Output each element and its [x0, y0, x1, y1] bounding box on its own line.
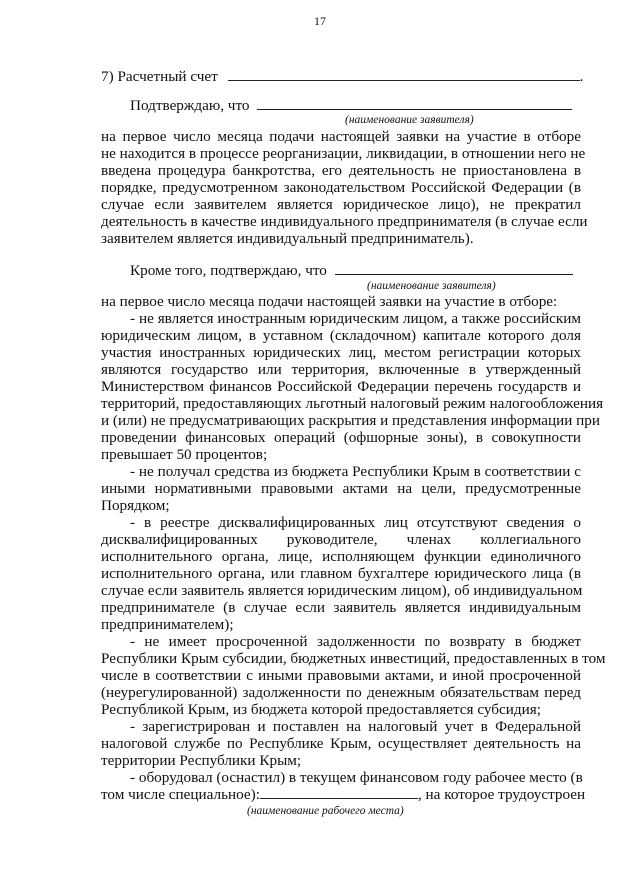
- confirm2-line: - оборудовал (оснастил) в текущем финансовом году рабочее место (в: [130, 769, 583, 786]
- applicant-name-blank-2[interactable]: [335, 262, 573, 275]
- confirm2-line: случае если заявитель является юридическим лицом), об индивидуальном: [101, 582, 583, 599]
- confirm2-line: дисквалифицированных руководителе, членах коллегиального: [101, 531, 581, 548]
- confirm1-line: случае если заявителем является юридическое лицо), не прекратил: [101, 196, 581, 213]
- confirm1-lead-line: [130, 97, 580, 114]
- confirm1-lead: Подтверждаю, что: [130, 97, 250, 114]
- applicant-name-caption-1: (наименование заявителя): [345, 114, 474, 126]
- confirm2-line: Республики Крым субсидии, бюджетных инвестиций, предоставленных в том: [101, 650, 606, 667]
- confirm2-lead: Кроме того, подтверждаю, что: [130, 262, 327, 279]
- confirm2-lead-line: [130, 262, 580, 279]
- confirm2-line: числе в соответствии с иными правовыми актами, и иной просроченной: [101, 667, 581, 684]
- page-number: 17: [314, 14, 326, 28]
- confirm1-line: введена процедура банкротства, его деятельность не приостановлена в: [101, 162, 581, 179]
- workplace-after: , на которое трудоустроен: [417, 786, 586, 803]
- account-end: .: [579, 68, 584, 85]
- workplace-line: [101, 786, 586, 803]
- confirm2-line: - не имеет просроченной задолженности по возврату в бюджет: [130, 633, 581, 650]
- confirm2-line: территорий, предоставляющих льготный налоговый режим налогообложения: [101, 395, 604, 412]
- confirm2-line: предпринимателе (в случае если заявитель является индивидуальным: [101, 599, 581, 616]
- confirm1-line: на первое число месяца подачи настоящей заявки на участие в отборе: [101, 128, 581, 145]
- confirm2-line: - не получал средства из бюджета Республики Крым в соответствии с: [130, 463, 581, 480]
- workplace-blank[interactable]: [260, 786, 418, 799]
- confirm2-line: исполнительного органа, лице, исполняющем функции единоличного: [101, 548, 581, 565]
- confirm2-line: иными нормативными правовыми актами на цели, предусмотренные: [101, 480, 581, 497]
- account-label: 7) Расчетный счет: [101, 68, 218, 85]
- confirm2-line: - не является иностранным юридическим лицом, а также российским: [130, 310, 581, 327]
- confirm1-line: деятельность в качестве индивидуального предпринимателя (в случае если: [101, 213, 588, 230]
- workplace-caption: (наименование рабочего места): [247, 805, 404, 817]
- applicant-name-caption-2: (наименование заявителя): [367, 280, 496, 292]
- confirm2-line: и (или) не предусматривающих раскрытия и представления информации при: [101, 412, 601, 429]
- confirm2-line: участия иностранных юридических лиц, местом регистрации которых: [101, 344, 581, 361]
- applicant-name-blank-1[interactable]: [257, 97, 572, 110]
- confirm2-line: на первое число месяца подачи настоящей заявки на участие в отборе:: [101, 293, 558, 310]
- confirm2-line: налоговой службе по Республике Крым, осуществляет деятельность на: [101, 735, 581, 752]
- confirm2-line: (неурегулированной) задолженности по денежным обязательствам перед: [101, 684, 581, 701]
- confirm2-line: Порядком;: [101, 497, 170, 514]
- confirm2-line: Министерством финансов Российской Федерации перечень государств и: [101, 378, 581, 395]
- confirm2-line: являются государство или территория, включенные в утвержденный: [101, 361, 581, 378]
- confirm2-line: превышает 50 процентов;: [101, 446, 268, 463]
- confirm1-line: порядке, предусмотренном законодательством Российской Федерации (в: [101, 179, 581, 196]
- confirm2-line: предпринимателем);: [101, 616, 234, 633]
- workplace-before: том числе специальное):: [101, 786, 260, 803]
- confirm2-line: - зарегистрирован и поставлен на налоговый учет в Федеральной: [130, 718, 581, 735]
- confirm2-line: - в реестре дисквалифицированных лиц отсутствуют сведения о: [130, 514, 581, 531]
- confirm2-line: территории Республики Крым;: [101, 752, 302, 769]
- confirm1-line: заявителем является индивидуальный предприниматель).: [101, 230, 474, 247]
- account-blank[interactable]: [228, 68, 580, 81]
- confirm2-line: Республикой Крым, из бюджета которой предоставляется субсидия;: [101, 701, 541, 718]
- confirm2-line: исполнительного органа, или главном бухгалтере юридического лица (в: [101, 565, 581, 582]
- confirm1-line: не находится в процессе реорганизации, ликвидации, в отношении него не: [101, 145, 586, 162]
- account-line: [101, 68, 584, 85]
- confirm2-line: юридическим лицом, в уставном (складочном) капитале которого доля: [101, 327, 581, 344]
- confirm2-line: проведении финансовых операций (офшорные зоны), в совокупности: [101, 429, 581, 446]
